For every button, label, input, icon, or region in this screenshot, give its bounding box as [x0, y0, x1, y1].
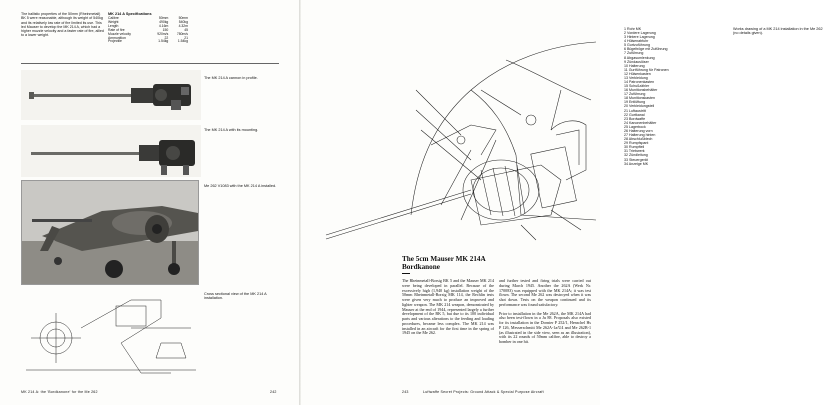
right-folio: Luftwaffe Secret Projects: Ground Attack & Special Purpose Aircraft — [423, 390, 544, 394]
spec-cell-b: 1.54kg — [177, 39, 188, 44]
legend-item: 1 Rohr MK — [624, 27, 642, 31]
legend-item: 29 Rumpfspant — [624, 141, 649, 146]
body-text-2: and further tested and firing trials were carried out during March 1945. Another the 262A (Werk Nr. 170083) was equipped with the MK 214A; it was test flown. The second Me 262 was destroyed when it was shot down. Tests on the weapon continued and its performance was found satisfactory. — [499, 278, 591, 307]
spec-cell-b: 780m/s — [176, 31, 188, 36]
body-text-1: The Rheinmetall-Borsig BK 5 and the Mauser MK 214 were being developed in parallel. Because of the excessively high (1,940 kg) installation weight of the 50mm Rheinmetall-Borsig MK 114, the Rechlin tests were given very much to produce an improved and lighter weapon. The MK 214 weapon, demonstrated by Mauser at the end of 1944, represented largely a further development of the BK 5, but due to its 100 individual parts and various alterations to the feeding and loading procedures, became less complex. The MK 214 was installed in an aircraft for the first time in the spring of 1945 on the Me 262. — [402, 278, 494, 336]
photo3-caption: Me 262 V1083 with the MK 214 A installed. — [204, 184, 277, 188]
spec-cell-a: 920m/s — [157, 31, 169, 36]
spec-cell-b: 4.32m — [178, 23, 188, 28]
spec-cell-b: 540kg — [178, 19, 188, 24]
legend-item: 17 Zuführung — [624, 92, 646, 97]
spec-cell-a: 490kg — [159, 19, 169, 24]
legend-item: 28 Abschlußblech — [624, 137, 653, 142]
legend-item: 18 Munitionskasten — [624, 96, 655, 101]
legend-item: 20 Verkleidungsteil — [624, 104, 655, 109]
installation-drawing — [321, 30, 599, 245]
legend-item: 22 Gurtkanal — [624, 112, 645, 117]
spec-cell-b: 21 — [184, 35, 188, 40]
legend-item: 6 Bügeltröge mit Zuführung — [624, 47, 668, 52]
drawing-caption: Cross sectional view of the MK 214 A installation. — [204, 292, 267, 301]
spec-cell-a: 150 — [162, 27, 169, 32]
spec-cell-label: Muzzle velocity — [108, 31, 131, 36]
cannon-photo-1 — [21, 70, 201, 120]
right-page — [301, 0, 823, 405]
spec-cell-a: 22 — [164, 35, 169, 40]
spec-cell-b: 50mm — [178, 16, 188, 20]
legend-item: 31 Triebwerk — [624, 149, 645, 154]
heading-line-1: The 5cm Mauser MK 214A — [402, 255, 486, 263]
legend-item: 33 Steuergerät — [624, 157, 648, 162]
legend-item: 13 Verkleidung — [624, 75, 648, 80]
spec-cell-label: Length — [108, 23, 119, 28]
parts-legend — [624, 27, 714, 166]
legend-item: 25 Lagerbock — [624, 124, 646, 129]
intro-paragraph — [21, 12, 105, 38]
spec-cell-label: Ammunition — [108, 35, 126, 40]
article-heading — [402, 255, 486, 274]
legend-item: 4 Hülsenabfuhr — [624, 39, 649, 44]
legend-item: 19 Entlüftung — [624, 100, 646, 105]
spec-cell-label: Rate of fire — [108, 27, 125, 32]
legend-item: 16 Munitionsbehälter — [624, 88, 658, 93]
legend-item: 27 Halterung hinten — [624, 133, 656, 138]
heading-line-2: Bordkanone — [402, 263, 440, 271]
legend-item: 21 Luftaustritt — [624, 108, 646, 113]
legend-item: 2 Vordere Lagerung — [624, 31, 656, 36]
legend-item: 9 Zündauslöser — [624, 59, 649, 64]
spec-row — [108, 40, 188, 44]
spec-cell-label: Calibre — [108, 16, 119, 20]
legend-item: 32 Zündleitung — [624, 153, 648, 158]
aircraft-illustration — [22, 181, 198, 284]
spec-table — [108, 12, 188, 44]
cannon-illustration-2 — [21, 125, 201, 177]
left-page-number: 242 — [270, 390, 277, 394]
legend-item: 11 Gurtführung für Patronen — [624, 67, 669, 72]
cannon-illustration-1 — [21, 70, 201, 120]
photo1-caption: The MK 214 A cannon in profile. — [204, 76, 258, 80]
spec-cell-label: Projectile — [108, 39, 122, 44]
heading-bar — [402, 273, 410, 274]
legend-item: 30 Rumpfteil — [624, 145, 645, 150]
body-column-2 — [499, 279, 591, 346]
right-page-number: 243 — [402, 390, 409, 394]
legend-item: 14 Patronenkasten — [624, 80, 655, 85]
legend-item: 34 Anzeige MK — [624, 161, 649, 166]
spec-caption: MK 214 A Specifications — [108, 12, 152, 16]
photo2-caption: The MK 214 A with its mounting. — [204, 128, 259, 132]
legend-item: 15 Schußzähler — [624, 84, 650, 89]
works-drawing-caption: Works drawing of a MK 214 installation in the Me 262 (no details given). — [733, 27, 823, 36]
spec-cell-a: 50mm — [158, 16, 169, 20]
cross-section-illustration — [21, 288, 201, 380]
cannon-photo-2 — [21, 125, 201, 177]
left-folio: MK 214 A: the 'Bordkanone' for the Me 262 — [21, 390, 98, 394]
spec-cell-a: 1.54kg — [158, 39, 169, 44]
legend-item: 7 Zuführung — [624, 51, 644, 56]
body-column-1 — [402, 279, 494, 337]
aircraft-photo — [21, 180, 199, 285]
spec-cell-label: Weight — [108, 19, 119, 24]
body-text-3: Prior to installation in the Me 262A, the MK 214A had also been test-flown in a Ju 88. Proposals also existed for its installation in the Dornier P 252/1, Henschel Hs P 126, Messerschmitt Me 262A-1a/U4 and Me 262B-1 (as illustrated in the side view, seen as an illustration), with its 22 rounds of 50mm calibre, able to destroy a bomber in one hit. — [499, 310, 591, 344]
legend-item: 24 Kanonenbehälter — [624, 120, 657, 125]
legend-item: 12 Hülsenkasten — [624, 71, 651, 76]
legend-item: 3 Hintere Lagerung — [624, 35, 655, 40]
section-rule — [21, 63, 279, 64]
legend-item: 26 Halterung vorn — [624, 128, 653, 133]
left-page — [0, 0, 300, 405]
intro-text: The ballistic properties of the 50mm (Rheinmetall) BK 5 were reasonable, although its weight of 540kg and its relatively low rate of fire limited its use. This led Mauser to develop the MK 214 A, which had a higher muzzle velocity and a faster rate of fire, allied to a lower weight. — [21, 12, 104, 38]
legend-item: 10 Halterung — [624, 63, 645, 68]
legend-item: 5 Gurtzuführung — [624, 43, 650, 48]
legend-item: 8 Abgasumlenkung — [624, 55, 655, 60]
spec-rows — [108, 17, 188, 44]
cross-section-drawing — [21, 288, 201, 380]
spec-cell-a: 4.16m — [158, 23, 169, 28]
legend-item: 23 Bordwaffe — [624, 116, 646, 121]
spec-cell-b: 45 — [184, 27, 188, 32]
